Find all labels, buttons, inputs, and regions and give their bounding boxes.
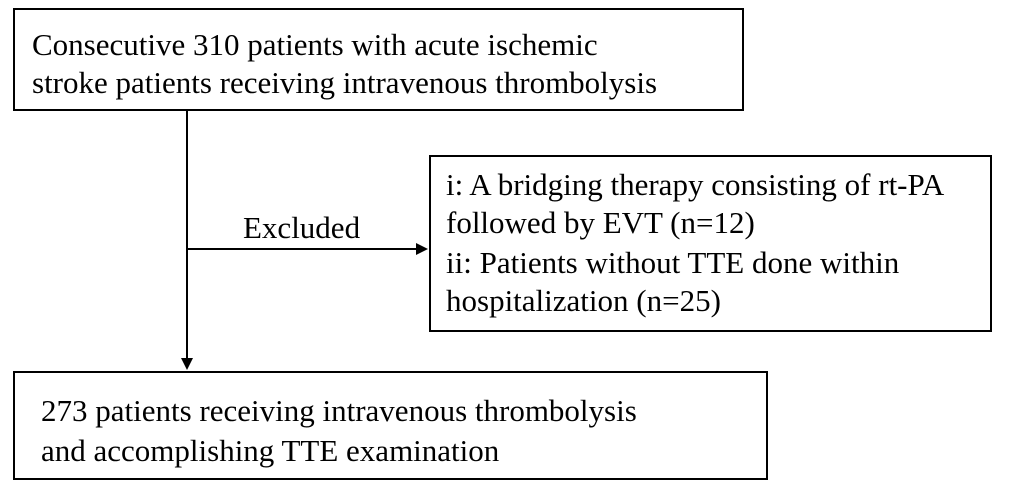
excluded-label: Excluded — [243, 210, 361, 245]
exclusion-line-2: followed by EVT (n=12) — [446, 205, 755, 240]
initial-cohort-line-2: stroke patients receiving intravenous thrombolysis — [32, 65, 658, 100]
initial-cohort-line-1: Consecutive 310 patients with acute ischemic — [32, 27, 598, 62]
exclusion-line-3: ii: Patients without TTE done within — [446, 245, 900, 280]
right-arrowhead — [416, 243, 428, 255]
exclusion-line-1: i: A bridging therapy consisting of rt-PA — [446, 167, 945, 202]
initial-cohort-box — [13, 8, 744, 111]
exclusion-line-4: hospitalization (n=25) — [446, 283, 721, 318]
down-arrowhead — [181, 358, 193, 370]
exclusion-criteria-box — [429, 155, 992, 332]
final-cohort-line-2: and accomplishing TTE examination — [41, 433, 500, 468]
final-cohort-box — [13, 371, 768, 480]
final-cohort-line-1: 273 patients receiving intravenous thrombolysis — [41, 393, 637, 428]
